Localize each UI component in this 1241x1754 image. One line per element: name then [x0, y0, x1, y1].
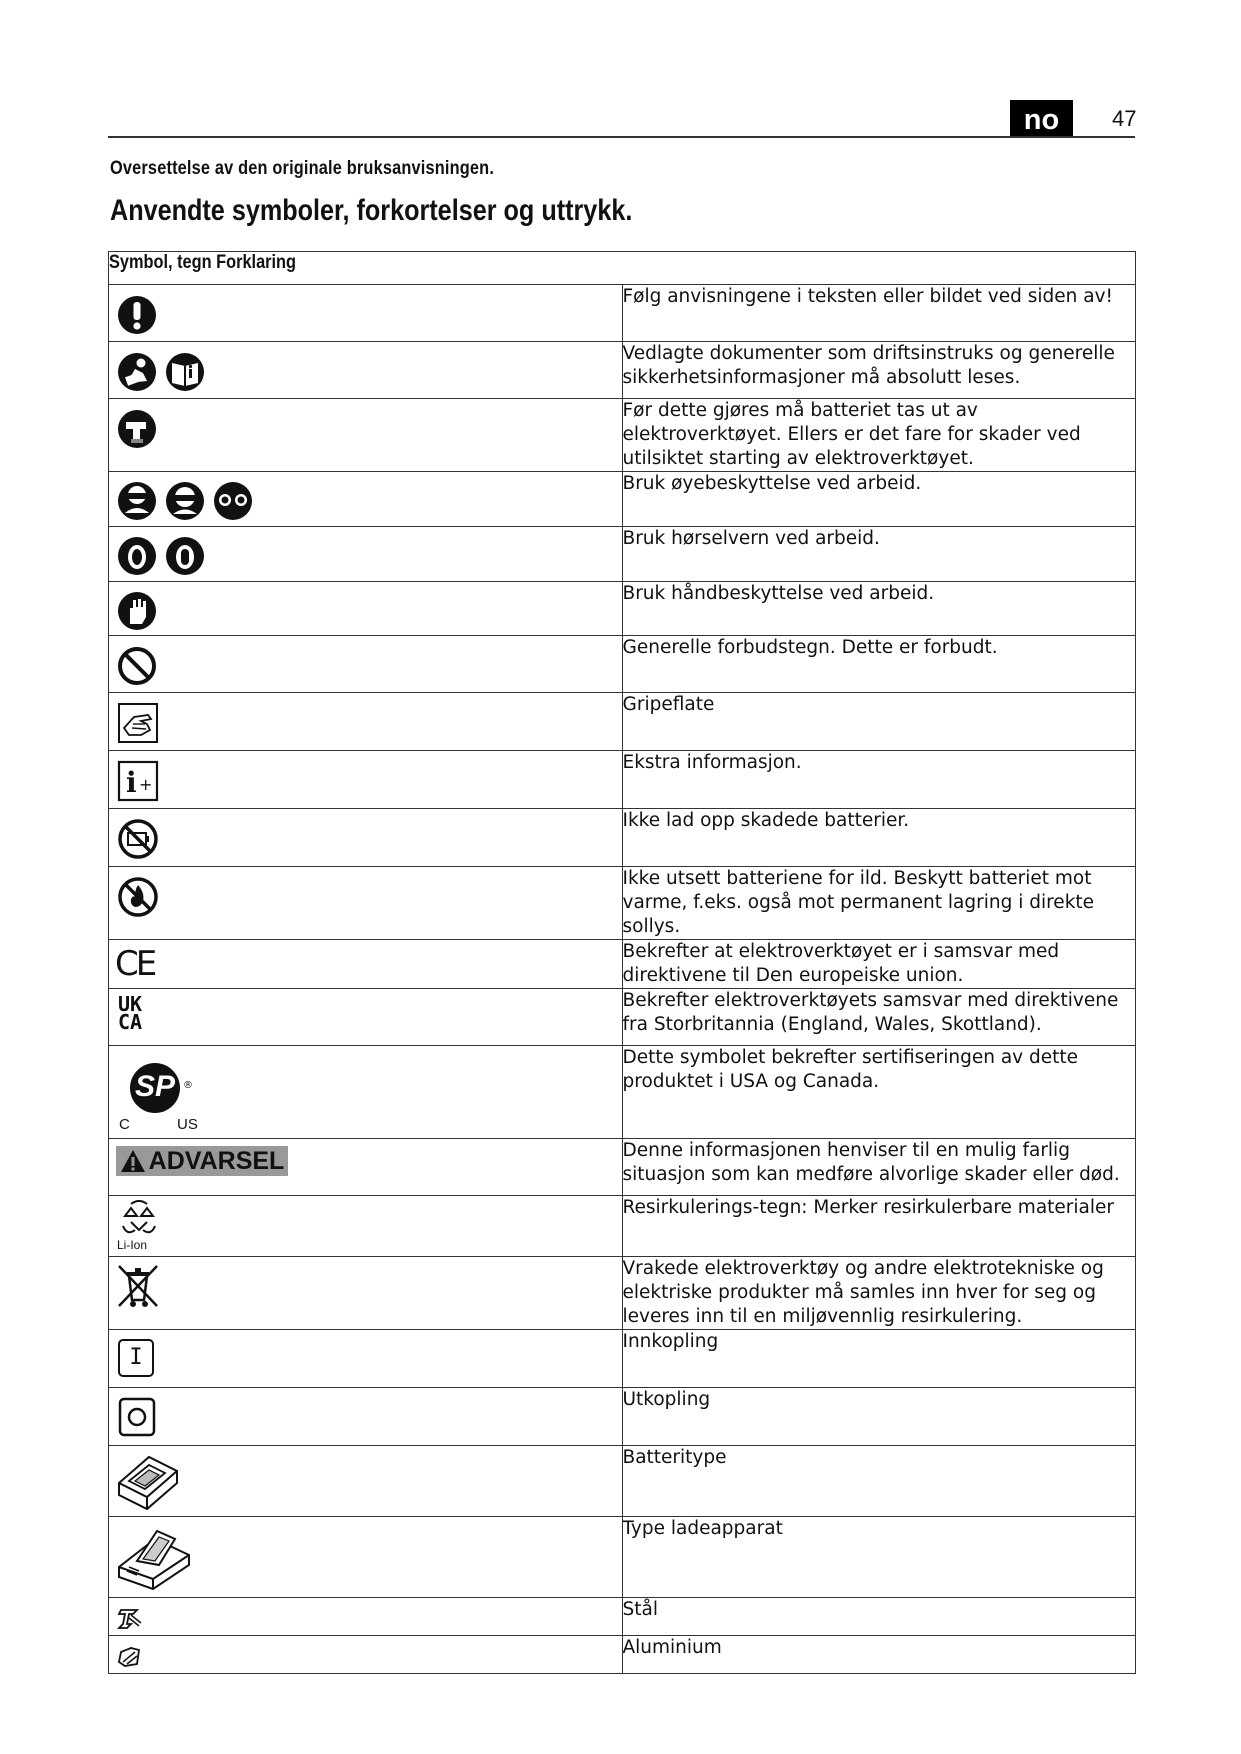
description-cell: Gripeflate [622, 693, 1136, 751]
table-row [109, 693, 1136, 751]
table-row [109, 1446, 1136, 1517]
subtitle: Oversettelse av den originale bruksanvisningen. [110, 158, 495, 179]
language-badge: no [1010, 100, 1073, 136]
svg-text:i: i [126, 766, 137, 799]
table-row [109, 809, 1136, 867]
symbol-cell [109, 1388, 623, 1446]
table-row [109, 1330, 1136, 1388]
table-row [109, 636, 1136, 693]
ukca-mark-icon [118, 992, 143, 1034]
warning-label-icon [116, 1146, 288, 1176]
symbol-cell [109, 342, 623, 399]
csa-left-text: C [119, 1116, 130, 1133]
power-off-icon [118, 1397, 156, 1437]
csa-mark-icon [117, 1054, 207, 1134]
table-header-row [109, 252, 1136, 285]
ukca-top-text: UK [118, 992, 143, 1016]
page-number: 47 [1112, 106, 1137, 131]
grip-surface-icon [117, 702, 159, 744]
recycling-icon [117, 1200, 161, 1252]
description-cell: Ikke lad opp skadede batterier. [622, 809, 1136, 867]
exclamation-icon [117, 295, 157, 335]
ukca-bottom-text: CA [118, 1010, 143, 1034]
csa-right-text: US [177, 1116, 198, 1133]
table-row [109, 399, 1136, 472]
table-row [109, 1517, 1136, 1598]
read-manual-icon [117, 351, 209, 393]
description-cell: Generelle forbudstegn. Dette er forbudt. [622, 636, 1136, 693]
symbol-cell [109, 867, 623, 940]
hand-protection-icon [117, 591, 157, 631]
remove-battery-icon [117, 409, 157, 449]
aluminium-icon [117, 1644, 145, 1670]
symbol-cell [109, 527, 623, 582]
symbols-table [108, 251, 1136, 1674]
description-cell: Bruk hørselvern ved arbeid. [622, 527, 1136, 582]
description-cell: Vrakede elektroverktøy og andre elektrotekniske og elektriske produkter må samles inn hver for seg og leveres inn til en miljøvennlig resirkulering. [622, 1257, 1136, 1330]
symbol-cell [109, 1636, 623, 1674]
table-row [109, 1388, 1136, 1446]
description-cell: Dette symbolet bekrefter sertifiseringen av dette produktet i USA og Canada. [622, 1046, 1136, 1139]
header-rule [108, 136, 1135, 138]
table-header: Symbol, tegn Forklaring [109, 252, 1136, 285]
ce-mark-icon: CE [115, 944, 155, 984]
symbol-cell [109, 472, 623, 527]
svg-text:+: + [139, 775, 153, 794]
table-row [109, 1139, 1136, 1196]
symbol-cell [109, 1046, 623, 1139]
eye-protection-icon [117, 481, 257, 521]
table-row [109, 1598, 1136, 1636]
description-cell: Aluminium [622, 1636, 1136, 1674]
symbol-cell [109, 1330, 623, 1388]
description-cell: Bruk håndbeskyttelse ved arbeid. [622, 582, 1136, 636]
description-cell: Bruk øyebeskyttelse ved arbeid. [622, 472, 1136, 527]
csa-registered-mark: ® [183, 1080, 193, 1091]
symbol-cell [109, 940, 623, 989]
table-row [109, 1257, 1136, 1330]
symbol-cell [109, 1446, 623, 1517]
table-row [109, 527, 1136, 582]
symbol-cell [109, 809, 623, 867]
table-row [109, 285, 1136, 342]
symbol-cell [109, 1598, 623, 1636]
recycling-label: Li-Ion [117, 1238, 148, 1252]
symbol-cell [109, 1517, 623, 1598]
symbol-cell [109, 1257, 623, 1330]
description-cell: Vedlagte dokumenter som driftsinstruks og generelle sikkerhetsinformasjoner må absolutt leses. [622, 342, 1136, 399]
description-cell: Stål [622, 1598, 1136, 1636]
table-row [109, 342, 1136, 399]
table-row [109, 1636, 1136, 1674]
description-cell: Utkopling [622, 1388, 1136, 1446]
battery-pack-icon [115, 1453, 181, 1511]
description-cell: Ekstra informasjon. [622, 751, 1136, 809]
description-cell: Bekrefter elektroverktøyets samsvar med direktivene fra Storbritannia (England, Wales, Skottland). [622, 989, 1136, 1046]
power-on-glyph: I [129, 1345, 143, 1370]
table-row [109, 989, 1136, 1046]
symbol-cell [109, 1196, 623, 1257]
description-cell: Følg anvisningene i teksten eller bildet ved siden av! [622, 285, 1136, 342]
description-cell: Batteritype [622, 1446, 1136, 1517]
table-row [109, 472, 1136, 527]
symbol-cell [109, 1139, 623, 1196]
table-row [109, 867, 1136, 940]
symbol-cell [109, 751, 623, 809]
table-row [109, 1196, 1136, 1257]
warning-label-text: ADVARSEL [148, 1146, 285, 1175]
symbol-cell [109, 693, 623, 751]
table-row [109, 582, 1136, 636]
symbol-cell [109, 636, 623, 693]
weee-bin-icon [115, 1262, 161, 1310]
steel-icon [117, 1606, 145, 1632]
no-fire-icon [117, 876, 159, 918]
description-cell: Bekrefter at elektroverktøyet er i samsvar med direktivene til Den europeiske union. [622, 940, 1136, 989]
charger-icon [115, 1527, 193, 1591]
symbol-cell [109, 989, 623, 1046]
page-title: Anvendte symboler, forkortelser og uttrykk. [110, 194, 633, 227]
description-cell: Ikke utsett batteriene for ild. Beskytt batteriet mot varme, f.eks. også mot permanent lagring i direkte sollys. [622, 867, 1136, 940]
no-charge-damaged-battery-icon [117, 818, 159, 860]
power-on-icon [118, 1339, 154, 1377]
table-row [109, 940, 1136, 989]
table-row [109, 751, 1136, 809]
description-cell: Type ladeapparat [622, 1517, 1136, 1598]
description-cell: Innkopling [622, 1330, 1136, 1388]
ear-protection-icon [117, 536, 209, 576]
symbol-cell [109, 399, 623, 472]
symbol-cell [109, 582, 623, 636]
info-icon [117, 760, 159, 802]
description-cell: Resirkulerings-tegn: Merker resirkulerbare materialer [622, 1196, 1136, 1257]
description-cell: Før dette gjøres må batteriet tas ut av elektroverktøyet. Ellers er det fare for skader ved utilsiktet starting av elektroverktøyet. [622, 399, 1136, 472]
csa-main-text: SP [135, 1070, 176, 1103]
description-cell: Denne informasjonen henviser til en mulig farlig situasjon som kan medføre alvorlige skader eller død. [622, 1139, 1136, 1196]
symbol-cell [109, 285, 623, 342]
table-row [109, 1046, 1136, 1139]
prohibition-icon [117, 646, 157, 686]
